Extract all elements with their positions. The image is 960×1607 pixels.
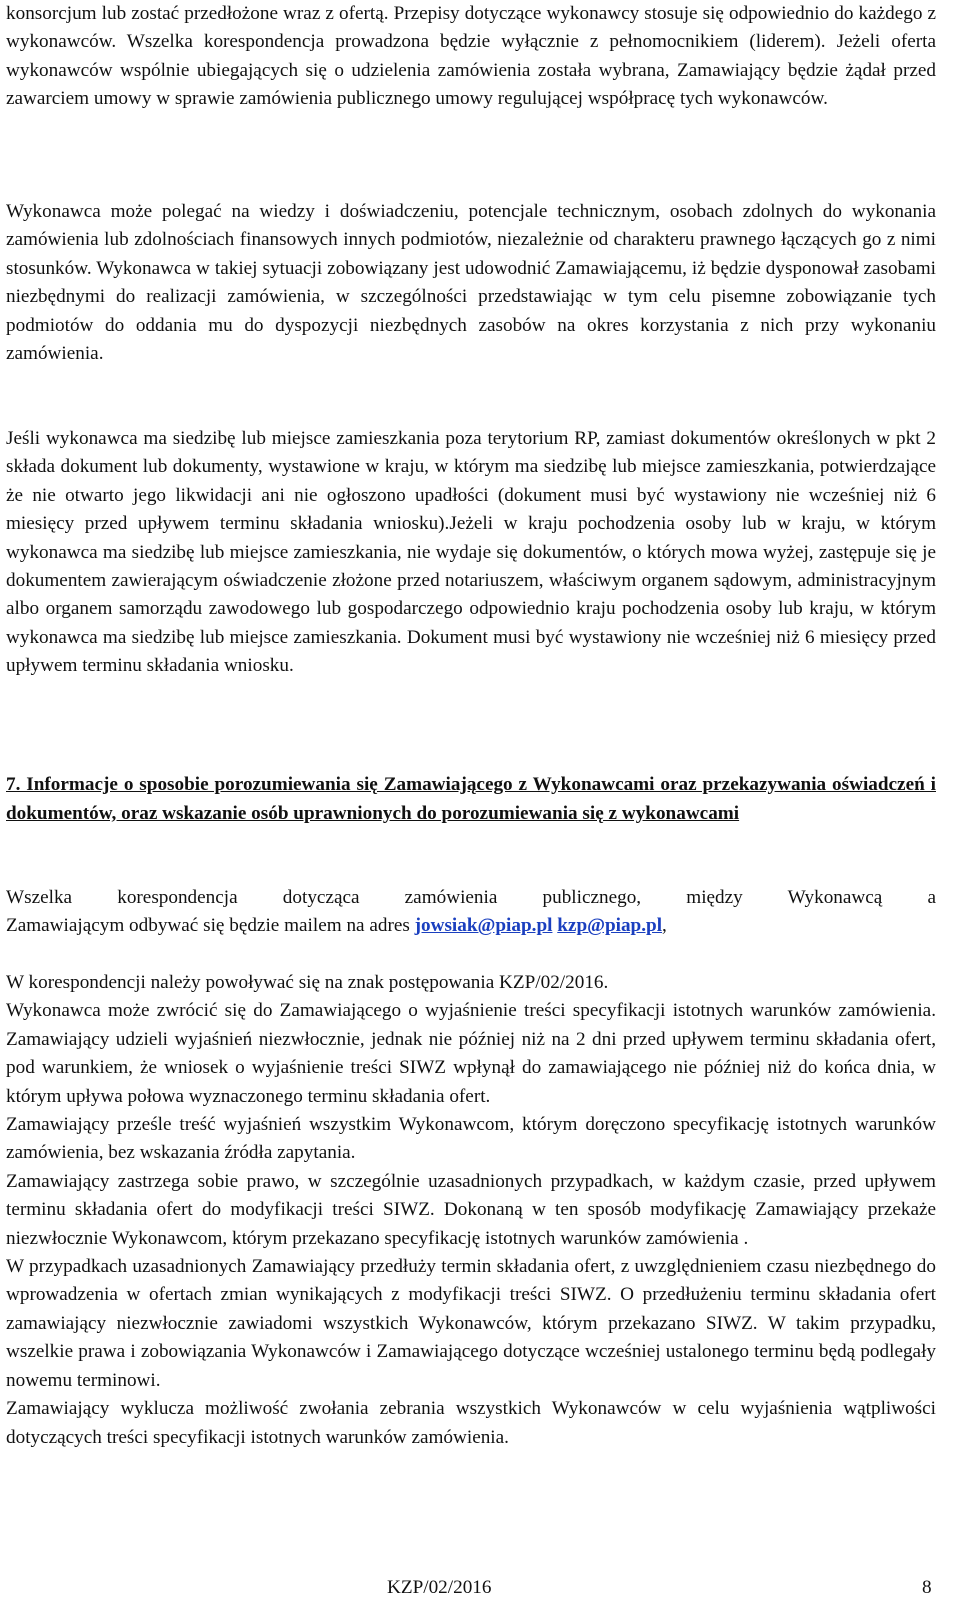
email-suffix: ,: [662, 915, 667, 937]
correspondence-line-2: [6, 912, 936, 940]
paragraph-clarification-request: Wykonawca może zwrócić się do Zamawiającego o wyjaśnienie treści specyfikacji istotnych warunków zamówienia. Zamawiający udzieli wyjaśnień niezwłocznie, jednak nie później niż na 2 dni przed upływem terminu składania ofert, pod warunkiem, że wniosek o wyjaśnienie treści SIWZ wpłynął do zamawiającego nie później niż do końca dnia, w którym upływa połowa wyznaczonego terminu składania ofert.: [6, 1000, 936, 1107]
paragraph-foreign-contractor: Jeśli wykonawca ma siedzibę lub miejsce zamieszkania poza terytorium RP, zamiast dokumentów określonych w pkt 2 składa dokument lub dokumenty, wystawione w kraju, w którym ma siedzibę lub miejsce zamieszkania, potwierdzające że nie otwarto jego likwidacji ani nie ogłoszono upadłości (dokument musi być wystawiony nie wcześniej niż 6 miesięcy przed upływem terminu składania wniosku).Jeżeli w kraju pochodzenia osoby lub w kraju, w którym wykonawca ma siedzibę lub miejsce zamieszkania, nie wydaje się dokumentów, o których mowa wyżej, zastępuje się je dokumentem zawierającym oświadczenie złożone przed notariuszem, właściwym organem sądowym, administracyjnym albo organem samorządu zawodowego lub gospodarczego odpowiednio kraju pochodzenia osoby lub kraju, w którym wykonawca ma siedzibę lub miejsce zamieszkania. Dokument musi być wystawiony nie wcześniej niż 6 miesięcy przed upływem terminu składania wniosku.: [6, 428, 936, 677]
correspondence-line-1: Wszelka korespondencja dotycząca zamówienia publicznego, między Wykonawcą a: [6, 887, 936, 908]
footer-reference: KZP/02/2016: [387, 1577, 492, 1598]
email-link-jowsiak[interactable]: jowsiak@piap.pl: [414, 915, 553, 937]
paragraph-siwz-modification: Zamawiający zastrzega sobie prawo, w szczególnie uzasadnionych przypadkach, w każdym czasie, przed upływem terminu składania ofert do modyfikacji treści SIWZ. Dokonaną w ten sposób modyfikację Zamawiający przekaże niezwłocznie Wykonawcom, którym przekazano specyfikację istotnych warunków zamówienia .: [6, 1170, 936, 1249]
paragraph-deadline-extension: W przypadkach uzasadnionych Zamawiający przedłuży termin składania ofert, z uwzględnieniem czasu niezbędnego do wprowadzenia w ofertach zmian wynikających z modyfikacji treści SIWZ. O przedłużeniu terminu składania ofert zamawiający niezwłocznie zawiadomi wszystkich Wykonawców, którym przekazano SIWZ. W takim przypadku, wszelkie prawa i zobowiązania Wykonawców i Zamawiającego dotyczące wcześniej ustalonego terminu będą podlegały nowemu terminowi.: [6, 1256, 936, 1391]
paragraph-no-meeting: Zamawiający wyklucza możliwość zwołania zebrania wszystkich Wykonawców w celu wyjaśnienia wątpliwości dotyczących treści specyfikacji istotnych warunków zamówienia.: [6, 1398, 936, 1448]
paragraph-third-party-resources: Wykonawca może polegać na wiedzy i doświadczeniu, potencjale technicznym, osobach zdolnych do wykonania zamówienia lub zdolnościach finansowych innych podmiotów, niezależnie od charakteru prawnego łączących go z nimi stosunków. Wykonawca w takiej sytuacji zobowiązany jest udowodnić Zamawiającemu, iż będzie dysponował zasobami niezbędnymi do realizacji zamówienia, w szczególności przedstawiając w tym celu pisemne zobowiązanie tych podmiotów do oddania mu do dyspozycji niezbędnych zasobów na okres korzystania z nich przy wykonaniu zamówienia.: [6, 201, 936, 365]
footer-page-number: 8: [922, 1577, 932, 1598]
reference-line: W korespondencji należy powoływać się na znak postępowania KZP/02/2016.: [6, 972, 609, 993]
paragraph-consortium: konsorcjum lub zostać przedłożone wraz z ofertą. Przepisy dotyczące wykonawcy stosuje się odpowiednio do każdego z wykonawców. Wszelka korespondencja prowadzona będzie wyłącznie z pełnomocnikiem (liderem). Jeżeli oferta wykonawców wspólnie ubiegających się o udzielenia zamówienia została wybrana, Zamawiający będzie żądał przed zawarciem umowy w sprawie zamówienia publicznego umowy regulującej współpracę tych wykonawców.: [6, 3, 936, 110]
correspondence-line-2-prefix: Zamawiającym odbywać się będzie mailem na adres: [6, 915, 410, 937]
paragraph-clarification-distribution: Zamawiający prześle treść wyjaśnień wszystkim Wykonawcom, którym doręczono specyfikację istotnych warunków zamówienia, bez wskazania źródła zapytania.: [6, 1114, 936, 1164]
section-7-body: [6, 969, 936, 1452]
section-7-heading: 7. Informacje o sposobie porozumiewania się Zamawiającego z Wykonawcami oraz przekazywania oświadczeń i dokumentów, oraz wskazanie osób uprawnionych do porozumiewania się z wykonawcami: [6, 774, 936, 824]
email-link-kzp[interactable]: kzp@piap.pl: [557, 915, 663, 937]
correspondence-block: [6, 884, 936, 941]
